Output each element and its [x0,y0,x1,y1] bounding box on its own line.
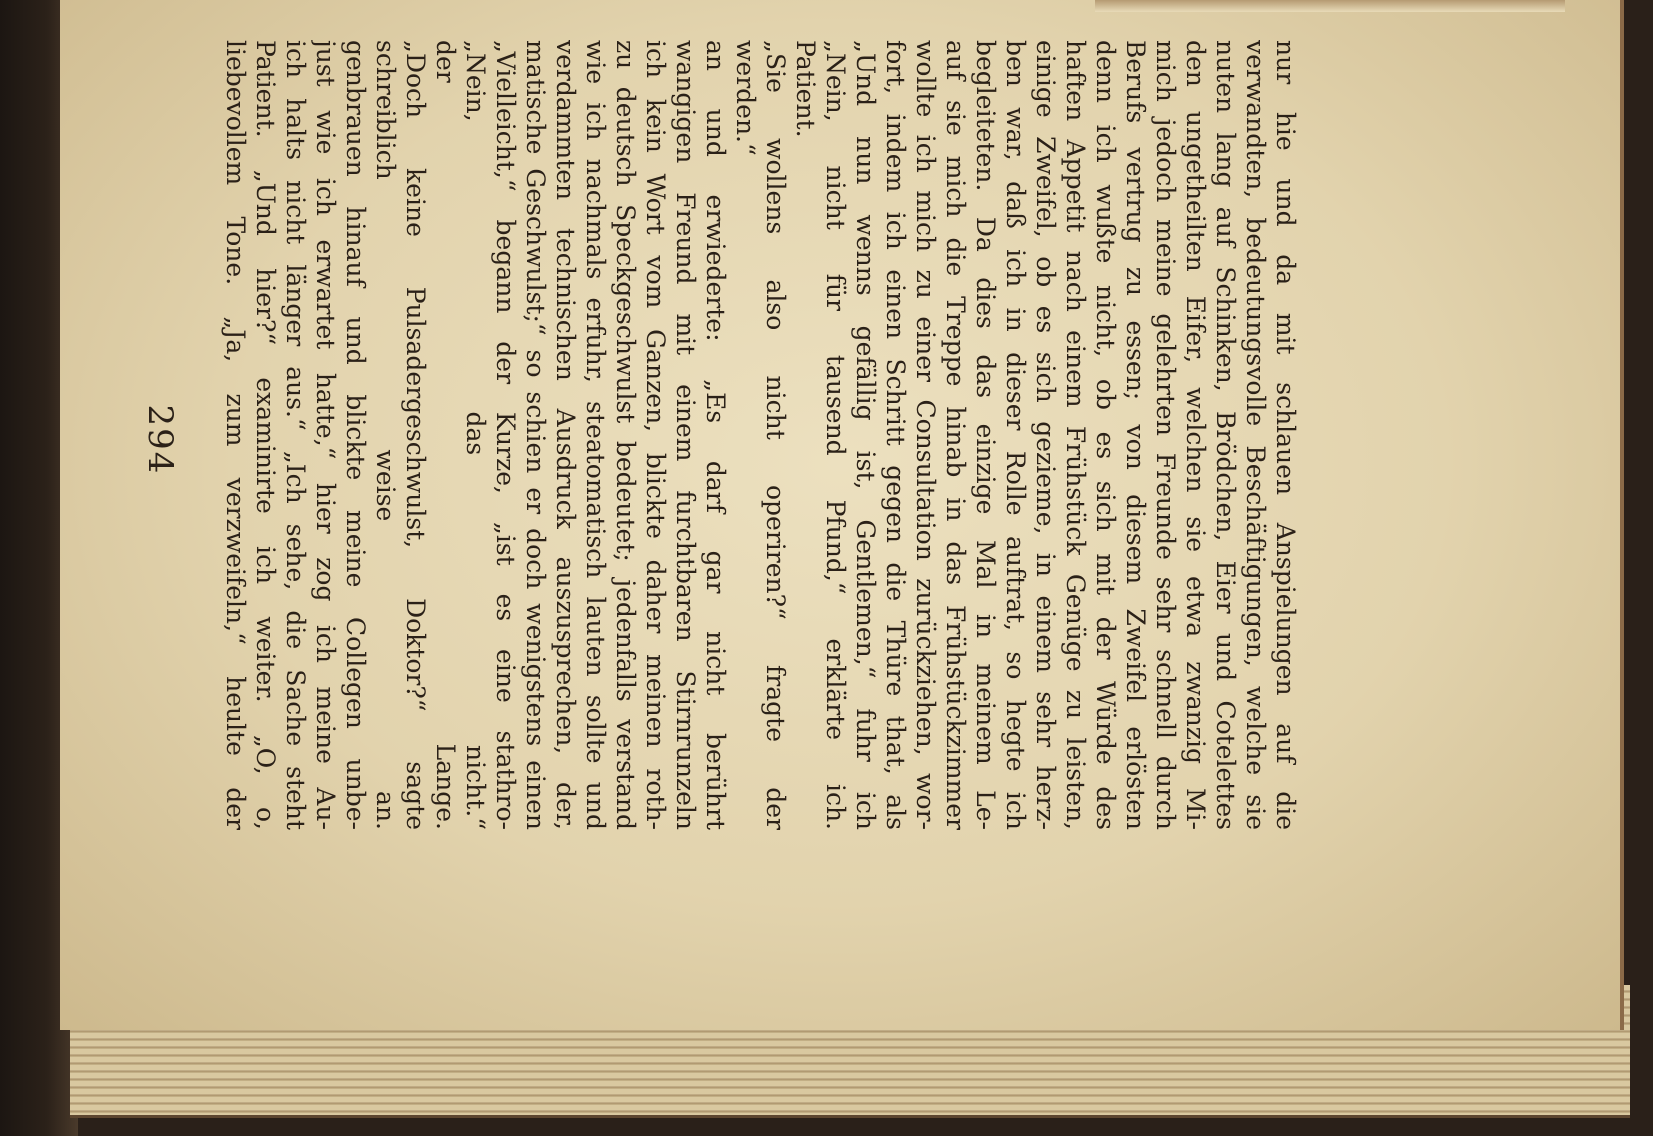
text-line: fort, indem ich einen Schritt gegen die Thüre that, als [881,40,910,830]
text-line: verwandten, bedeutungsvolle Beschäftigungen, welche sie [1241,40,1270,830]
text-line: wollte ich mich zu einer Consultation zurückziehen, wor- [911,40,940,830]
text-line: „Vielleicht,“ begann der Kurze, „ist es eine stathro- [491,40,520,830]
text-line: ich halts nicht länger aus.“ „Ich sehe, die Sache steht [281,40,310,830]
text-line: just wie ich erwartet hatte,“ hier zog ich meine Au- [311,40,340,830]
text-line: zu deutsch Speckgeschwulst bedeutet; jedenfalls verstand [611,40,640,830]
text-line: „Und nun wenns gefällig ist, Gentlemen,“ fuhr ich [851,40,880,830]
text-line: wangigen Freund mit einem furchtbaren Stirnrunzeln [671,40,700,830]
text-line: „Nein, nicht für tausend Pfund,“ erklärte ich. [821,40,850,830]
text-line: den ungetheilten Eifer, welchen sie etwa zwanzig Mi- [1181,40,1210,830]
rotated-page-text [140,40,1300,840]
text-line: „Doch keine Pulsadergeschwulst, Doktor?“ sagte [401,40,430,830]
text-line: begleiteten. Da dies das einzige Mal in meinem Le- [971,40,1000,830]
text-line: der Lange. [431,40,460,830]
text-line: haften Appetit nach einem Frühstück Genüge zu leisten, [1061,40,1090,830]
text-line: verdammten technischen Ausdruck auszusprechen, der, [551,40,580,830]
text-line: auf sie mich die Treppe hinab in das Frühstückzimmer [941,40,970,830]
text-line: Berufs vertrug zu essen; von diesem Zweifel erlösten [1121,40,1150,830]
text-line: „Sie wollens also nicht operiren?“ fragte der [761,40,790,830]
text-line: einige Zweifel, ob es sich gezieme, in einem sehr herz- [1031,40,1060,830]
text-line: denn ich wußte nicht, ob es sich mit der Würde des [1091,40,1120,830]
text-line: an und erwiederte: „Es darf gar nicht berührt [701,40,730,830]
text-line: „Nein, das nicht.“ [461,40,490,830]
page-number: 294 [140,404,180,476]
text-line: ich kein Wort vom Ganzen, blickte daher meinen roth- [641,40,670,830]
text-line: ben war, daß ich in dieser Rolle auftrat, so hegte ich [1001,40,1030,830]
text-line: Patient. [791,40,820,138]
text-line: liebevollem Tone. „Ja, zum verzweifeln,“ heulte der [221,40,250,830]
text-line: matische Geschwulst;“ so schien er doch wenigstens einen [521,40,550,830]
text-line: werden.“ [731,40,760,156]
page-fold [1095,0,1565,12]
text-line: schreiblich weise an. [371,40,400,830]
text-line: Patient. „Und hier?“ examinirte ich weiter. „O, o, [251,40,280,830]
text-line: wie ich nachmals erfuhr, steatomatisch lauten sollte und [581,40,610,830]
text-line: mich jedoch meine gelehrten Freunde sehr schnell durch [1151,40,1180,830]
text-line: nur hie und da mit schlauen Anspielungen auf die [1271,40,1300,830]
text-line: genbrauen hinauf und blickte meine Collegen unbe- [341,40,370,830]
text-line: nuten lang auf Schinken, Brödchen, Eier und Cotelettes [1211,40,1240,830]
